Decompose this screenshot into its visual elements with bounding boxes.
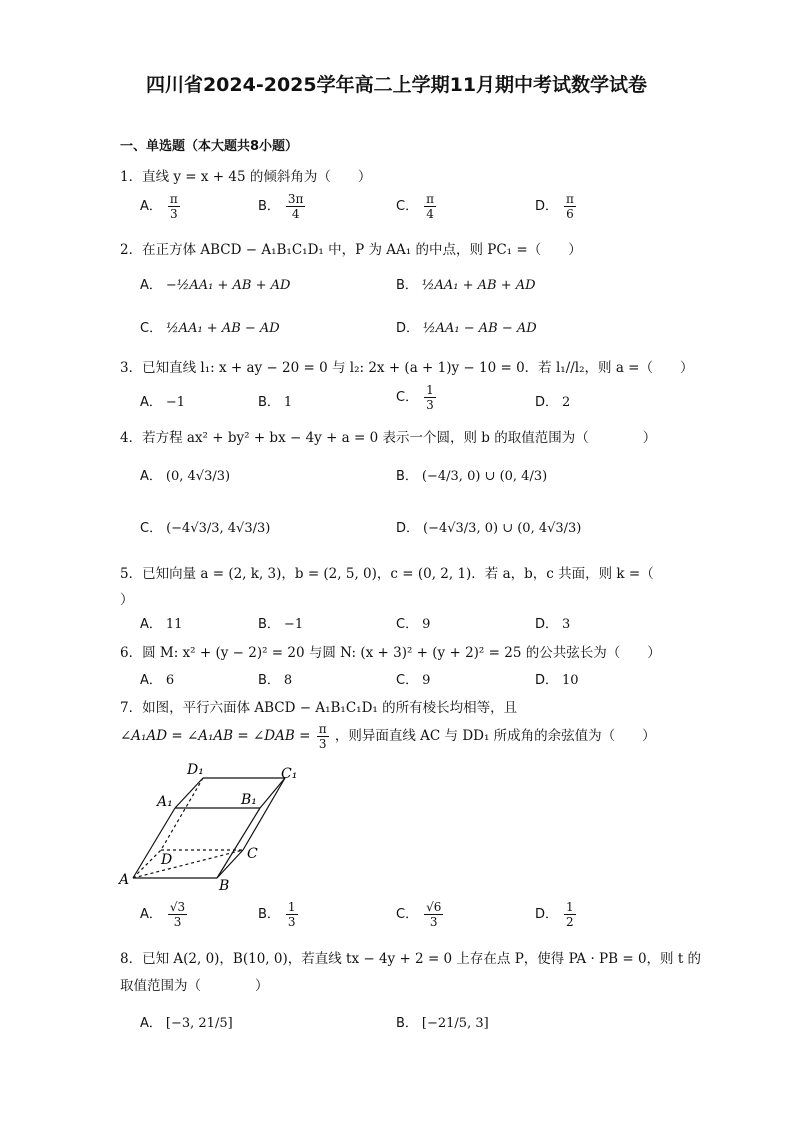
label-c1: C₁ (281, 766, 298, 782)
option-label: C． (396, 673, 419, 688)
question-5-stem-cont: ） (120, 592, 134, 608)
q5-option-a[interactable] (140, 613, 182, 632)
q5-option-d[interactable] (535, 613, 570, 632)
option-text: (−4√3/3, 4√3/3) (166, 521, 271, 536)
option-text: (0, 4√3/3) (165, 469, 231, 484)
q2-option-d[interactable] (396, 317, 537, 336)
label-a1: A₁ (157, 794, 173, 810)
option-text: 9 (422, 617, 431, 632)
fraction-denominator: 4 (426, 207, 434, 221)
option-text: ½AA₁ + AB + AD (421, 278, 536, 293)
option-label: B． (258, 395, 280, 410)
fraction-numerator: √6 (426, 900, 442, 914)
option-text: 3 (562, 617, 571, 632)
fraction-numerator: π (169, 192, 178, 206)
fraction-numerator: 1 (426, 383, 434, 397)
angle-equation: ∠A₁AD = ∠A₁AB = ∠DAB = (120, 728, 311, 744)
q6-option-d[interactable] (535, 669, 579, 688)
option-label: B． (258, 199, 280, 214)
fraction-denominator: 3 (318, 737, 327, 751)
option-label: D． (535, 907, 559, 922)
edge-cc1 (243, 778, 285, 850)
option-label: B． (396, 278, 418, 293)
option-text: [−3, 21/5] (165, 1016, 233, 1031)
q4-option-c[interactable] (140, 517, 270, 536)
question-3-stem: 3．已知直线 l₁: x + ay − 20 = 0 与 l₂: 2x + (a + 1)y − 10 = 0．若 l₁//l₂，则 a =（ ） (120, 360, 694, 376)
question-1-stem: 1．直线 y = x + 45 的倾斜角为（ ） (120, 169, 372, 185)
q3-option-c[interactable] (396, 383, 438, 412)
option-label: B． (258, 617, 280, 632)
q1-option-a[interactable] (140, 192, 182, 221)
question-4-stem: 4．若方程 ax² + by² + bx − 4y + a = 0 表示一个圆，则 b 的取值范围为（ ） (120, 430, 657, 446)
fraction-denominator: 2 (566, 915, 574, 929)
option-label: D． (396, 521, 420, 536)
q5-option-c[interactable] (396, 613, 430, 632)
q7-option-c[interactable] (396, 900, 445, 929)
label-b: B (219, 878, 230, 890)
option-text: 1 (283, 395, 293, 410)
option-label: A． (140, 278, 162, 293)
option-text: −1 (283, 617, 304, 632)
option-text: 9 (422, 673, 431, 688)
option-label: A． (140, 199, 162, 214)
fraction-denominator: 6 (566, 207, 574, 221)
q7-option-b[interactable] (258, 900, 300, 929)
q7-option-a[interactable] (140, 900, 189, 929)
option-label: C． (140, 521, 163, 536)
edge-bc (217, 850, 243, 878)
q8-option-b[interactable] (396, 1012, 489, 1031)
option-label: A． (140, 469, 162, 484)
question-5-stem: 5．已知向量 a = (2, k, 3)，b = (2, 5, 0)，c = (0, 2, 1)．若 a，b，c 共面，则 k =（ (120, 566, 654, 582)
fraction-numerator: π (566, 192, 574, 206)
q3-option-a[interactable] (140, 391, 185, 410)
option-text: ½AA₁ − AB − AD (423, 321, 537, 336)
q1-option-c[interactable] (396, 192, 438, 221)
option-text: −½AA₁ + AB + AD (165, 278, 291, 293)
question-7-stem-cont (120, 722, 656, 751)
question-8-stem: 8．已知 A(2, 0)，B(10, 0)，若直线 tx − 4y + 2 = 0 上存在点 P，使得 PA · PB = 0，则 t 的 (120, 951, 702, 967)
q1-option-b[interactable] (258, 192, 307, 221)
question-7-stem: 7．如图，平行六面体 ABCD − A₁B₁C₁D₁ 的所有棱长均相等，且 (120, 700, 518, 716)
question-2-stem: 2．在正方体 ABCD − A₁B₁C₁D₁ 中，P 为 AA₁ 的中点，则 PC₁ =（ ） (120, 242, 582, 258)
option-label: A． (140, 907, 162, 922)
label-d: D (161, 852, 173, 868)
q6-option-a[interactable] (140, 669, 174, 688)
label-d1: D₁ (187, 762, 204, 778)
option-text: 11 (165, 617, 183, 632)
option-label: D． (396, 321, 420, 336)
fraction-denominator: 3 (170, 207, 178, 221)
option-label: C． (396, 199, 419, 214)
fraction-denominator: 4 (291, 207, 300, 221)
label-b1: B₁ (241, 792, 257, 808)
q6-option-c[interactable] (396, 669, 430, 688)
q3-option-d[interactable] (535, 391, 570, 410)
edge-a1d1 (175, 778, 203, 808)
fraction-numerator: 1 (566, 900, 574, 914)
option-label: D． (535, 617, 559, 632)
q4-option-b[interactable] (396, 465, 547, 484)
fraction-numerator: π (318, 722, 327, 736)
option-text: 10 (562, 673, 579, 688)
edge-bb1 (217, 808, 260, 878)
q8-option-a[interactable] (140, 1012, 233, 1031)
q6-option-b[interactable] (258, 669, 292, 688)
label-a: A (119, 872, 130, 888)
fraction-denominator: 3 (429, 915, 438, 929)
q2-option-a[interactable] (140, 274, 290, 293)
option-label: A． (140, 1016, 162, 1031)
option-label: C． (396, 390, 419, 405)
q1-option-d[interactable] (535, 192, 578, 221)
option-label: B． (258, 907, 280, 922)
q4-option-d[interactable] (396, 517, 581, 536)
q7-option-d[interactable] (535, 900, 578, 929)
question-7-ask: ，则异面直线 AC 与 DD₁ 所成角的余弦值为（ ） (334, 728, 656, 744)
fraction-denominator: 3 (287, 915, 296, 929)
option-text: −1 (165, 395, 186, 410)
diagonal-ac (133, 850, 243, 878)
q2-option-c[interactable] (140, 317, 280, 336)
fraction-numerator: 3π (287, 192, 304, 206)
fraction-numerator: π (426, 192, 434, 206)
option-label: D． (535, 199, 559, 214)
label-c: C (247, 846, 258, 862)
option-label: A． (140, 673, 162, 688)
option-text: (−4/3, 0) ∪ (0, 4/3) (421, 469, 548, 484)
fraction-numerator: 1 (287, 900, 296, 914)
section-heading: 一、单选题（本大题共8小题） (120, 139, 299, 154)
option-text: ½AA₁ + AB − AD (166, 321, 280, 336)
option-label: D． (535, 395, 559, 410)
option-label: C． (396, 907, 419, 922)
option-label: C． (140, 321, 163, 336)
question-8-stem-cont: 取值范围为（ ） (120, 978, 269, 994)
fraction-denominator: 3 (173, 915, 182, 929)
option-label: A． (140, 395, 162, 410)
option-label: D． (535, 673, 559, 688)
question-6-stem: 6．圆 M: x² + (y − 2)² = 20 与圆 N: (x + 3)² + (y + 2)² = 25 的公共弦长为（ ） (120, 645, 661, 661)
q4-option-a[interactable] (140, 465, 230, 484)
edge-b1c1 (260, 778, 285, 808)
parallelepiped-figure (115, 760, 305, 890)
option-text: 6 (165, 673, 175, 688)
q3-option-b[interactable] (258, 391, 292, 410)
edge-dd1 (161, 778, 203, 850)
option-label: C． (396, 617, 419, 632)
option-label: B． (258, 673, 280, 688)
option-label: A． (140, 617, 162, 632)
fraction-denominator: 3 (426, 398, 434, 412)
page-title: 四川省2024-2025学年高二上学期11月期中考试数学试卷 (145, 74, 648, 96)
fraction-numerator: √3 (169, 900, 186, 914)
option-text: 8 (283, 673, 293, 688)
q5-option-b[interactable] (258, 613, 303, 632)
option-text: 2 (562, 395, 571, 410)
option-label: B． (396, 469, 418, 484)
option-text: (−4√3/3, 0) ∪ (0, 4√3/3) (423, 521, 582, 536)
option-text: [−21/5, 3] (421, 1016, 489, 1031)
q2-option-b[interactable] (396, 274, 536, 293)
option-label: B． (396, 1016, 418, 1031)
